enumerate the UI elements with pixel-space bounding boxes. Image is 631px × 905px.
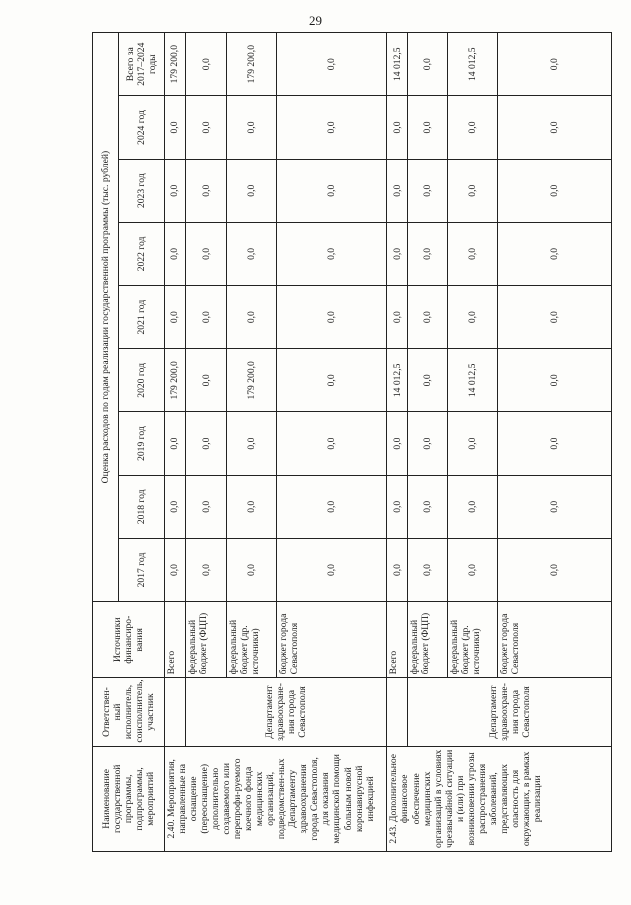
- value-cell: 0,0: [447, 286, 497, 349]
- value-cell: 0,0: [227, 286, 277, 349]
- table-row: [387, 33, 408, 852]
- value-cell: 179 200,0: [227, 349, 277, 412]
- header-year: 2019 год: [119, 412, 165, 475]
- value-cell: 0,0: [227, 222, 277, 285]
- value-cell: 0,0: [277, 538, 387, 601]
- value-cell: 0,0: [447, 159, 497, 222]
- value-cell: 179 200,0: [165, 349, 186, 412]
- value-cell: 0,0: [497, 159, 611, 222]
- header-year: 2021 год: [119, 286, 165, 349]
- value-cell: 0,0: [185, 96, 227, 159]
- source-cell: федеральный бюджет (ФЦП): [185, 602, 227, 678]
- header-year: 2020 год: [119, 349, 165, 412]
- value-cell: 0,0: [165, 286, 186, 349]
- source-cell: бюджет города Севастополя: [497, 602, 611, 678]
- value-cell: 0,0: [447, 96, 497, 159]
- value-cell: 179 200,0: [165, 33, 186, 96]
- activity-name: 2.40. Мероприятия, направленные на оснащение (переоснащение) дополнительно создаваемого или перепрофи-руемого коечного фонда медицинских организаций, подведомствен-ных Департаменту здравоохранения города Севастополя, для оказания медицинской помощи больным новой коронавирусной инфекцией: [165, 746, 387, 851]
- value-cell: 0,0: [497, 96, 611, 159]
- value-cell: 0,0: [185, 222, 227, 285]
- value-cell: 0,0: [185, 412, 227, 475]
- value-cell: 0,0: [497, 286, 611, 349]
- source-cell: бюджет города Севастополя: [277, 602, 387, 678]
- value-cell: 0,0: [277, 349, 387, 412]
- value-cell: 14 012,5: [387, 349, 408, 412]
- value-cell: 0,0: [447, 222, 497, 285]
- value-cell: 0,0: [277, 159, 387, 222]
- page-number: 29: [309, 13, 322, 28]
- value-cell: 0,0: [165, 222, 186, 285]
- source-cell: федеральный бюджет (ФЦП): [408, 602, 448, 678]
- value-cell: 0,0: [185, 159, 227, 222]
- value-cell: 0,0: [277, 33, 387, 96]
- value-cell: 0,0: [185, 538, 227, 601]
- budget-table-container: [92, 32, 612, 852]
- value-cell: 0,0: [387, 286, 408, 349]
- value-cell: 0,0: [227, 96, 277, 159]
- value-cell: 14 012,5: [447, 33, 497, 96]
- table-body: [165, 33, 612, 852]
- value-cell: 0,0: [185, 286, 227, 349]
- value-cell: 0,0: [408, 412, 448, 475]
- header-name: Наименование государственной программы, подпрограммы, мероприятий: [93, 746, 165, 851]
- executor-cell: Департамент здравоохране-ния города Севастополя: [408, 678, 612, 746]
- value-cell: 0,0: [408, 349, 448, 412]
- value-cell: 0,0: [497, 349, 611, 412]
- value-cell: 0,0: [447, 538, 497, 601]
- value-cell: 0,0: [165, 538, 186, 601]
- executor-empty: [165, 678, 186, 746]
- header-year: 2018 год: [119, 475, 165, 538]
- value-cell: 0,0: [165, 159, 186, 222]
- source-cell: Всего: [387, 602, 408, 678]
- table-row: [185, 33, 227, 852]
- value-cell: 0,0: [408, 475, 448, 538]
- value-cell: 0,0: [227, 159, 277, 222]
- value-cell: 0,0: [408, 286, 448, 349]
- value-cell: 0,0: [408, 33, 448, 96]
- value-cell: 0,0: [165, 475, 186, 538]
- header-year: 2024 год: [119, 96, 165, 159]
- source-cell: федеральный бюджет (др. источники): [227, 602, 277, 678]
- value-cell: 179 200,0: [227, 33, 277, 96]
- source-cell: федеральный бюджет (др. источники): [447, 602, 497, 678]
- executor-empty: [387, 678, 408, 746]
- value-cell: 14 012,5: [447, 349, 497, 412]
- source-cell: Всего: [165, 602, 186, 678]
- value-cell: 0,0: [497, 538, 611, 601]
- header-source: Источники финансиро-вания: [93, 602, 165, 678]
- header-estimate: Оценка расходов по годам реализации государственной программы (тыс. рублей): [93, 33, 119, 602]
- value-cell: 0,0: [387, 222, 408, 285]
- value-cell: 0,0: [277, 412, 387, 475]
- header-year: 2022 год: [119, 222, 165, 285]
- value-cell: 0,0: [408, 159, 448, 222]
- value-cell: 0,0: [387, 96, 408, 159]
- value-cell: 0,0: [165, 412, 186, 475]
- value-cell: 0,0: [165, 96, 186, 159]
- table-row: [408, 33, 448, 852]
- activity-name: 2.43. Дополнительное финансовое обеспечение медицинских организаций в условиях чрезвычайной ситуации и (или) при возникновении угрозы распространения заболеваний, представляющих опасность для окружающих, в рамках реализации: [387, 746, 612, 851]
- value-cell: 0,0: [227, 475, 277, 538]
- header-year: 2017 год: [119, 538, 165, 601]
- header-year: Всего за 2017–2024 годы: [119, 33, 165, 96]
- value-cell: 0,0: [227, 538, 277, 601]
- value-cell: 0,0: [387, 159, 408, 222]
- value-cell: 0,0: [185, 475, 227, 538]
- value-cell: 0,0: [227, 412, 277, 475]
- value-cell: 0,0: [277, 286, 387, 349]
- value-cell: 0,0: [277, 222, 387, 285]
- header-executor: Ответствен-ный исполнитель, соисполнитель, участник: [93, 678, 165, 746]
- value-cell: 0,0: [497, 222, 611, 285]
- value-cell: 0,0: [185, 349, 227, 412]
- header-row-top: [93, 33, 119, 852]
- value-cell: 0,0: [387, 538, 408, 601]
- value-cell: 0,0: [447, 475, 497, 538]
- value-cell: 0,0: [497, 33, 611, 96]
- value-cell: 0,0: [277, 475, 387, 538]
- header-year: 2023 год: [119, 159, 165, 222]
- value-cell: 0,0: [497, 475, 611, 538]
- value-cell: 0,0: [277, 96, 387, 159]
- value-cell: 0,0: [497, 412, 611, 475]
- value-cell: 0,0: [387, 412, 408, 475]
- value-cell: 0,0: [408, 538, 448, 601]
- budget-table: [92, 32, 612, 852]
- value-cell: 0,0: [408, 96, 448, 159]
- value-cell: 0,0: [387, 475, 408, 538]
- value-cell: 0,0: [185, 33, 227, 96]
- value-cell: 0,0: [408, 222, 448, 285]
- table-row: [165, 33, 186, 852]
- value-cell: 0,0: [447, 412, 497, 475]
- executor-cell: Департамент здравоохране-ния города Севастополя: [185, 678, 387, 746]
- value-cell: 14 012,5: [387, 33, 408, 96]
